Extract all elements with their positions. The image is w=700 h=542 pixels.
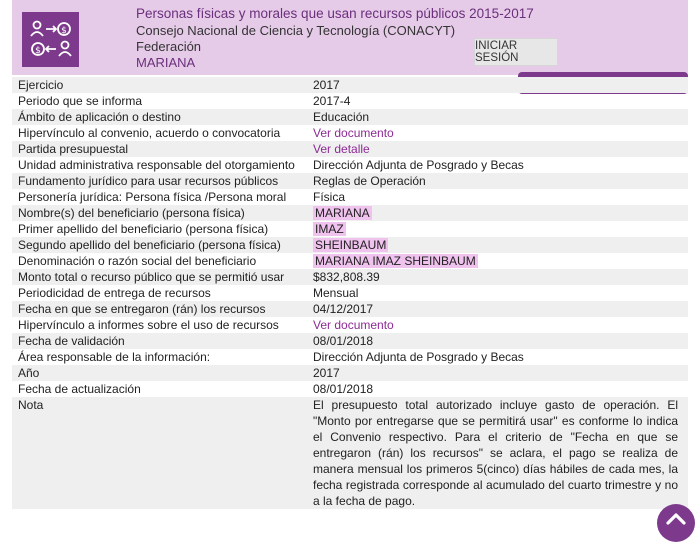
row-label: Denominación o razón social del beneficiario xyxy=(18,254,257,268)
scroll-to-top-button[interactable] xyxy=(657,504,695,542)
table-row xyxy=(12,301,688,317)
row-value: 08/01/2018 xyxy=(307,333,688,349)
row-value: Educación xyxy=(307,109,688,125)
partida-detail-link[interactable]: Ver detalle xyxy=(313,142,370,156)
table-row xyxy=(12,269,688,285)
row-label: Nombre(s) del beneficiario (persona física) xyxy=(12,205,307,221)
table-row xyxy=(12,317,688,333)
highlighted-value: SHEINBAUM xyxy=(315,238,387,252)
page-header xyxy=(12,0,688,75)
svg-text:$: $ xyxy=(60,25,67,36)
people-exchange-icon xyxy=(22,12,79,67)
government-level: Federación xyxy=(136,39,202,54)
row-label: Personería jurídica: Persona física /Persona moral xyxy=(18,190,287,204)
highlighted-value: IMAZ xyxy=(315,222,344,236)
reports-document-link[interactable]: Ver documento xyxy=(313,318,394,332)
beneficiary-name: MARIANA xyxy=(136,55,196,70)
table-row xyxy=(12,221,688,237)
table-row xyxy=(12,381,688,397)
row-value: 2017-4 xyxy=(313,94,351,108)
convenio-document-link[interactable]: Ver documento xyxy=(313,126,394,140)
row-label: Fecha en que se entregaron (rán) los recursos xyxy=(12,301,307,317)
table-row xyxy=(12,77,688,93)
svg-text:$: $ xyxy=(34,45,41,56)
row-label: Hipervínculo al convenio, acuerdo o convocatoria xyxy=(18,126,281,140)
table-row xyxy=(12,253,688,269)
row-value: 08/01/2018 xyxy=(313,382,374,396)
table-row xyxy=(12,189,688,205)
table-row xyxy=(12,157,688,173)
row-label: Hipervínculo a informes sobre el uso de recursos xyxy=(18,318,279,332)
highlighted-value: MARIANA xyxy=(315,206,370,220)
row-label: Monto total o recurso público que se permitió usar xyxy=(12,269,307,285)
row-label: Fecha de actualización xyxy=(18,382,141,396)
row-label: Fundamento jurídico para usar recursos públicos xyxy=(12,173,307,189)
row-value: 04/12/2017 xyxy=(307,301,688,317)
table-row xyxy=(12,333,688,349)
row-label: Segundo apellido del beneficiario (persona física) xyxy=(12,237,307,253)
table-row xyxy=(12,109,688,125)
row-value: 2017 xyxy=(307,365,688,381)
row-label: Área responsable de la información: xyxy=(18,350,211,364)
table-row xyxy=(12,349,688,365)
row-value: Dirección Adjunta de Posgrado y Becas xyxy=(313,350,524,364)
row-label: Fecha de validación xyxy=(12,333,307,349)
table-row xyxy=(12,173,688,189)
institution-name: Consejo Nacional de Ciencia y Tecnología (CONACYT) xyxy=(136,23,456,38)
record-details-table xyxy=(12,77,688,509)
row-value: Dirección Adjunta de Posgrado y Becas xyxy=(313,158,524,172)
row-label: Periodicidad de entrega de recursos xyxy=(18,286,211,300)
row-value: Mensual xyxy=(313,286,359,300)
row-label: Primer apellido del beneficiario (persona física) xyxy=(18,222,269,236)
note-text: El presupuesto total autorizado incluye gasto de operación. El "Monto por entregarse que se permitirá usar" es conforme lo indica el Convenio respectivo. Para el criterio de "Fecha en que se entregaron (rán) los recursos" se aclara, el pago se realiza de manera mensual los primeros 5(cinco) días hábiles de cada mes, la fecha registrada corresponde al acumulado del cuarto trimestre y no a la fecha de pago. xyxy=(307,397,688,509)
table-row xyxy=(12,141,688,157)
table-row xyxy=(12,237,688,253)
row-label: Periodo que se informa xyxy=(18,94,143,108)
row-label: Ejercicio xyxy=(12,77,307,93)
table-row xyxy=(12,365,688,381)
row-value: Física xyxy=(313,190,346,204)
row-value: 2017 xyxy=(307,77,688,93)
row-label: Nota xyxy=(12,397,307,509)
table-row xyxy=(12,285,688,301)
row-label: Partida presupuestal xyxy=(12,141,307,157)
row-label: Ámbito de aplicación o destino xyxy=(12,109,307,125)
row-value: Reglas de Operación xyxy=(307,173,688,189)
page-title: Personas físicas y morales que usan recursos públicos 2015-2017 xyxy=(136,6,534,21)
table-row xyxy=(12,125,688,141)
row-label: Unidad administrativa responsable del otorgamiento xyxy=(18,158,295,172)
table-row xyxy=(12,205,688,221)
highlighted-value: MARIANA IMAZ SHEINBAUM xyxy=(315,254,476,268)
table-row xyxy=(12,93,688,109)
table-row xyxy=(12,397,688,509)
row-label: Año xyxy=(12,365,307,381)
chevron-up-icon xyxy=(665,510,687,526)
login-button[interactable]: INICIAR SESIÓN xyxy=(474,38,558,66)
row-value: $832,808.39 xyxy=(307,269,688,285)
